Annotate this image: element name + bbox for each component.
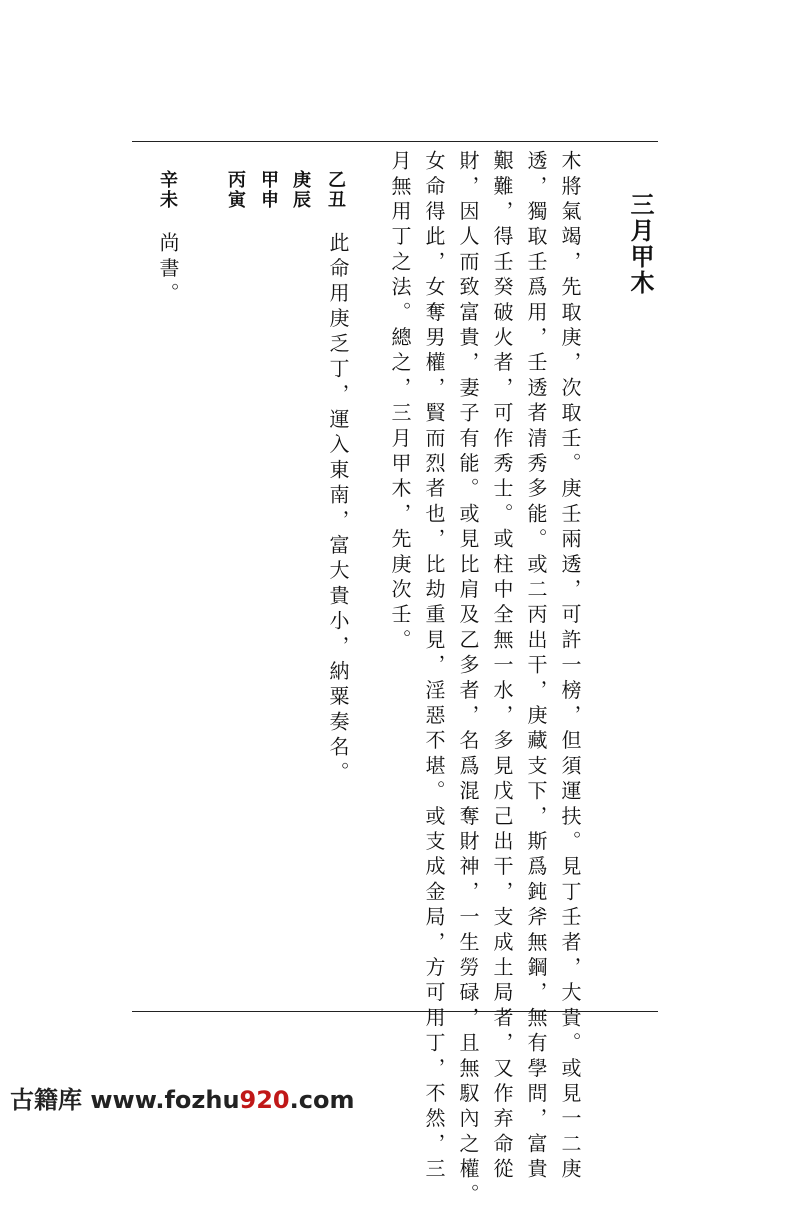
pillar-day: 甲申 [258,170,279,210]
body-line-5: 女命得此，女奪男權，賢而烈者也，比劫重見，淫惡不堪。或支成金局，方可用丁，不然，三 [422,150,446,1184]
pillar-month: 庚辰 [290,170,311,210]
body-line-2: 透，獨取壬爲用，壬透者清秀多能。或二丙出干，庚藏支下，斯爲鈍斧無鋼，無有學問，富貴 [524,150,548,1184]
pillar-hour: 丙寅 [225,170,246,210]
watermark-url-suffix: .com [289,1086,355,1114]
watermark-url-prefix: www.fozhu [90,1086,240,1114]
watermark-url-number: 920 [239,1086,290,1114]
page-title: 三月甲木 [626,192,654,296]
watermark-brand: 古籍库 [10,1086,82,1114]
pillar-next: 辛未 [157,170,178,210]
top-rule [132,141,658,142]
site-watermark [10,1080,354,1115]
example-comment: 此命用庚乏丁，運入東南，富大貴小，納粟奏名。 [326,232,350,787]
body-line-4: 財，因人而致富貴，妻子有能。或見比肩及乙多者，名爲混奪財神，一生勞碌，且無馭內之權。 [456,150,480,1208]
body-line-3: 艱難，得壬癸破火者，可作秀士。或柱中全無一水，多見戊己出干，支成土局者，又作弃命從 [490,150,514,1184]
next-comment: 尚書。 [156,232,180,308]
pillar-year: 乙丑 [325,170,346,210]
body-line-6: 月無用丁之法。總之，三月甲木，先庚次壬。 [388,150,412,654]
body-line-1: 木將氣竭，先取庚，次取壬。庚壬兩透，可許一榜，但須運扶。見丁壬者，大貴。或見一二庚 [558,150,582,1184]
